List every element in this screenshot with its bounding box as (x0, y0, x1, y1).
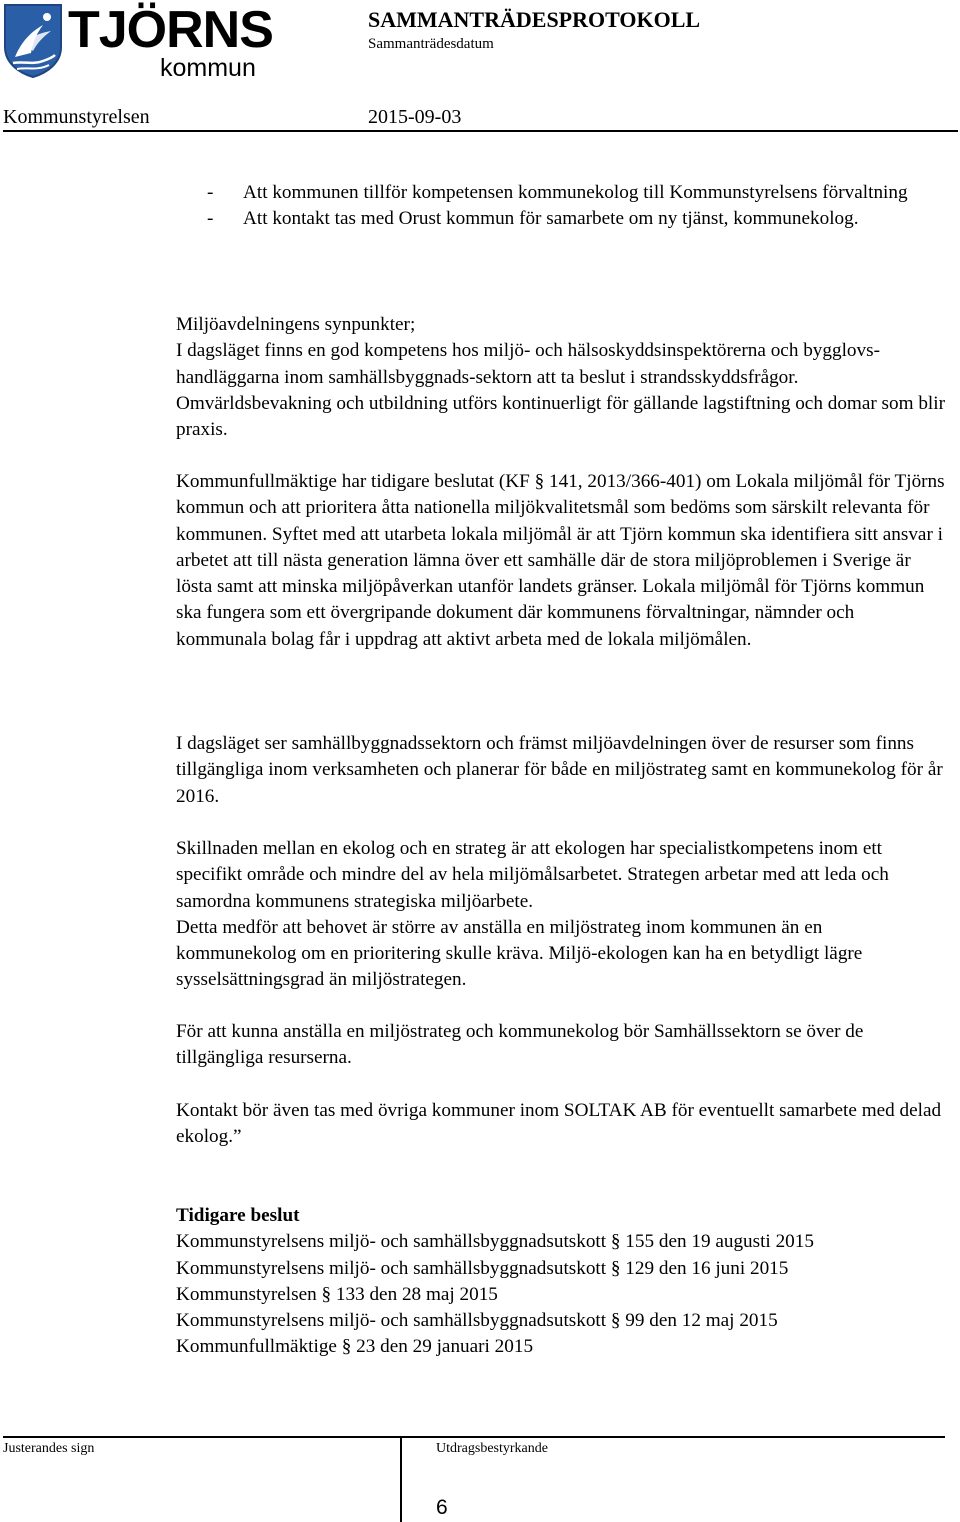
header-divider (3, 130, 958, 132)
footer-divider (3, 1436, 945, 1438)
paragraph-local-goals (176, 469, 946, 653)
paragraph-text: I dagsläget finns en god kompetens hos miljö- och hälsoskyddsinspektörerna och bygglovs-handläggarna inom samhällsbyggnads-sektorn att ta beslut i strandsskyddsfrågor. Omvärldsbevakning och utbildning utförs kontinuerligt för gällande lagstiftning och domar som blir praxis. (176, 340, 945, 441)
previous-decision-item: Kommunstyrelsens miljö- och samhällsbyggnadsutskott § 129 den 16 juni 2015 (176, 1257, 789, 1279)
bullet-text: Att kontakt tas med Orust kommun för samarbete om ny tjänst, kommunekolog. (243, 208, 859, 230)
previous-decisions-heading: Tidigare beslut (176, 1205, 300, 1226)
paragraph-text: Kontakt bör även tas med övriga kommuner inom SOLTAK AB för eventuellt samarbete med delad ekolog.” (176, 1100, 942, 1148)
bullet-text: Att kommunen tillför kompetensen kommunekolog till Kommunstyrelsens förvaltning (243, 182, 908, 203)
logo-name: TJÖRNS (68, 1, 273, 59)
municipal-crest-icon (3, 3, 63, 79)
bullet-dash: - (207, 208, 214, 230)
signature-label: Justerandes sign (3, 1441, 95, 1456)
bullet-item (207, 206, 947, 232)
paragraph-environment-views (176, 312, 946, 443)
bullet-dash: - (207, 182, 214, 203)
page-number: 6 (436, 1496, 448, 1519)
paragraph-text: Skillnaden mellan en ekolog och en strateg är att ekologen har specialistkompetens inom ett specifikt område och mindre del av hela miljömålsarbetet. Strategen arbetar med att leda och samordna kommunens strategiska miljöarbete. (176, 838, 889, 912)
paragraph-text: För att kunna anställa en miljöstrateg och kommunekolog bör Samhällssektorn se över de tillgängliga resurserna. (176, 1021, 864, 1069)
paragraph-text: Kommunfullmäktige har tidigare beslutat (KF § 141, 2013/366-401) om Lokala miljömål för Tjörns kommun och att prioritera åtta nationella miljökvalitetsmål som bedöms som särskilt relevanta för kommunen. Syftet med att utarbeta lokala miljömål är att Tjörn kommun ska identifiera sitt ansvar i arbetet att till nästa generation lämna över ett samhälle där de stora miljöproblemen i Sverige är lösta samt att minska miljöpåverkan utanför landets gränser. Lokala miljömål för Tjörns kommun ska fungera som ett övergripande dokument där kommunens förvaltningar, nämnder och kommunala bolag får i uppdrag att aktivt arbeta med de lokala miljömålen. (176, 471, 945, 650)
meeting-date: 2015-09-03 (368, 106, 462, 128)
certification-label: Utdragsbestyrkande (436, 1441, 548, 1456)
paragraph-heading: Miljöavdelningens synpunkter; (176, 314, 416, 335)
previous-decision-item: Kommunstyrelsens miljö- och samhällsbyggnadsutskott § 99 den 12 maj 2015 (176, 1310, 778, 1332)
organ-name: Kommunstyrelsen (3, 106, 150, 128)
previous-decision-item: Kommunfullmäktige § 23 den 29 januari 2015 (176, 1336, 534, 1358)
previous-decision-item: Kommunstyrelsens miljö- och samhällsbyggnadsutskott § 155 den 19 augusti 2015 (176, 1231, 814, 1253)
paragraph-text: I dagsläget ser samhällbyggnadssektorn och främst miljöavdelningen över de resurser som finns tillgängliga inom verksamheten och planerar för både en miljöstrateg samt en kommunekolog för år 2016. (176, 733, 943, 807)
paragraph-ecologist-vs-strategist (176, 836, 946, 994)
document-subtitle: Sammanträdesdatum (368, 36, 494, 52)
document-title: SAMMANTRÄDESPROTOKOLL (368, 7, 701, 32)
previous-decisions (176, 1203, 946, 1361)
paragraph-resources (176, 1019, 946, 1072)
bullet-item (207, 180, 947, 206)
paragraph-soltak (176, 1098, 946, 1151)
paragraph-text: Detta medför att behovet är större av anställa en miljöstrateg inom kommunen än en kommunekolog om en prioritering skulle kräva. Miljö-ekologen kan ha en betydligt lägre sysselsättningsgrad än miljöstrategen. (176, 916, 863, 991)
previous-decision-item: Kommunstyrelsen § 133 den 28 maj 2015 (176, 1283, 498, 1305)
paragraph-current-situation (176, 731, 946, 810)
footer-column-divider (400, 1437, 402, 1522)
decision-bullets (207, 180, 947, 233)
logo-subtitle: kommun (160, 54, 256, 82)
